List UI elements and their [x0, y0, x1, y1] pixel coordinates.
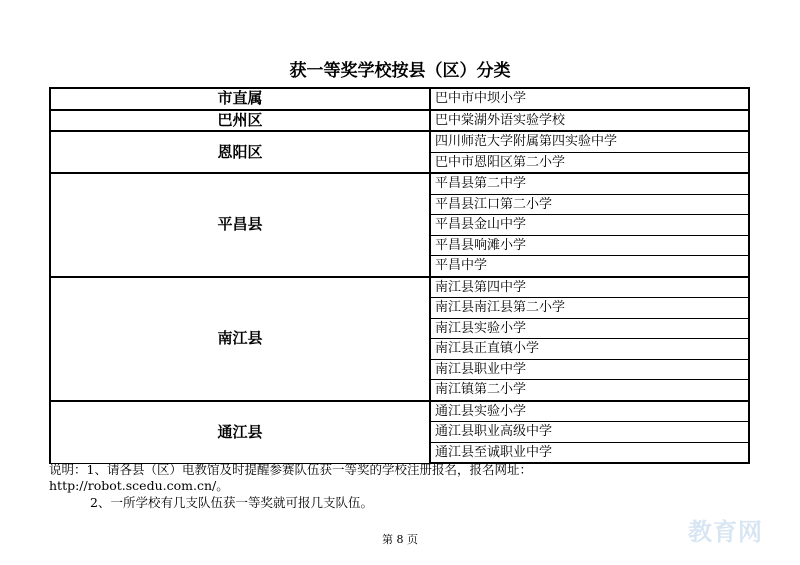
table-row — [50, 110, 749, 132]
school-cell: 平昌中学 — [430, 256, 749, 277]
school-cell: 巴中市恩阳区第二小学 — [430, 152, 749, 173]
watermark-logo: 教育网 — [688, 518, 763, 546]
school-cell: 平昌县金山中学 — [430, 215, 749, 236]
note-line-1: 说明：1、请各县（区）电教馆及时提醒参赛队伍获一等奖的学校注册报名，报名网址： — [49, 462, 532, 477]
table-row — [50, 88, 749, 110]
table-row — [50, 277, 749, 298]
school-cell: 南江县第四中学 — [430, 277, 749, 298]
table-row — [50, 131, 749, 152]
county-cell: 通江县 — [50, 401, 430, 464]
school-cell: 通江县实验小学 — [430, 401, 749, 422]
school-cell: 巴中棠湖外语实验学校 — [430, 110, 749, 132]
school-cell: 南江县实验小学 — [430, 318, 749, 339]
school-cell: 四川师范大学附属第四实验中学 — [430, 131, 749, 152]
county-cell: 市直属 — [50, 88, 430, 110]
school-cell: 南江县职业中学 — [430, 359, 749, 380]
note-url: http://robot.scedu.com.cn/。 — [49, 478, 229, 493]
schools-table — [49, 87, 750, 464]
school-cell: 平昌县响滩小学 — [430, 235, 749, 256]
table-row — [50, 173, 749, 194]
school-cell: 平昌县第二中学 — [430, 173, 749, 194]
school-cell: 南江县正直镇小学 — [430, 339, 749, 360]
note-line-2: 2、一所学校有几支队伍获一等奖就可报几支队伍。 — [90, 495, 373, 510]
county-cell: 平昌县 — [50, 173, 430, 277]
county-cell: 南江县 — [50, 277, 430, 401]
page-number: 第 8 页 — [382, 533, 418, 546]
county-cell: 巴州区 — [50, 110, 430, 132]
school-cell: 通江县至诚职业中学 — [430, 442, 749, 463]
school-cell: 南江镇第二小学 — [430, 380, 749, 401]
school-cell: 通江县职业高级中学 — [430, 422, 749, 443]
school-cell: 巴中市中坝小学 — [430, 88, 749, 110]
page-title: 获一等奖学校按县（区）分类 — [289, 61, 511, 81]
county-cell: 恩阳区 — [50, 131, 430, 173]
table-row — [50, 401, 749, 422]
school-cell: 南江县南江县第二小学 — [430, 298, 749, 319]
school-cell: 平昌县江口第二小学 — [430, 194, 749, 215]
